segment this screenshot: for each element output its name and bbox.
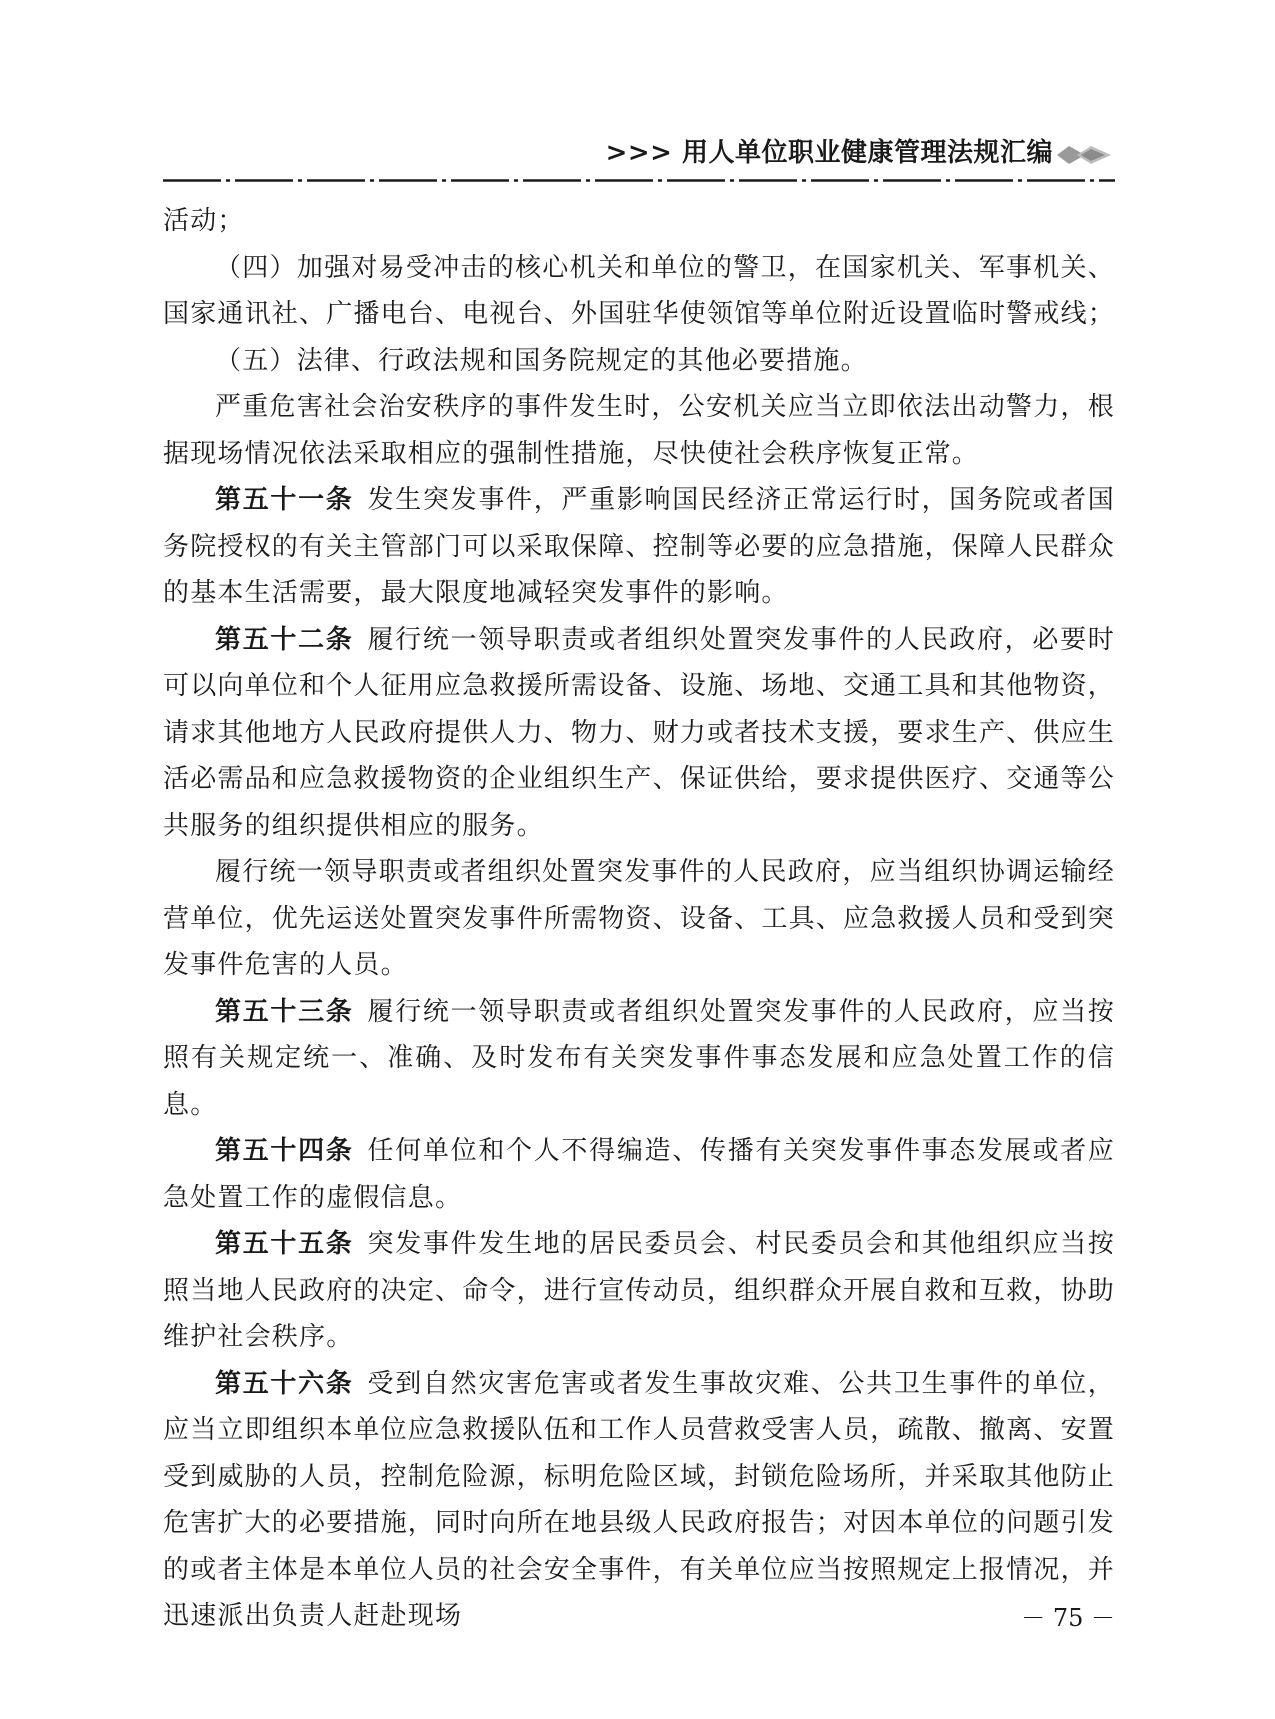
paragraph-text: 活动；	[163, 206, 245, 236]
article-label: 第五十五条	[215, 1229, 354, 1259]
paragraph-text: （五）法律、行政法规和国务院规定的其他必要措施。	[215, 345, 868, 376]
article-label: 第五十三条	[215, 996, 354, 1027]
paragraph-text: 履行统一领导职责或者组织处置突发事件的人民政府，应当按照有关规定统一、准确、及时发布有关突发事件事态发展和应急处置工作的信息。	[163, 996, 1115, 1120]
paragraph	[163, 1128, 1115, 1221]
page-number: － 75 －	[1021, 1604, 1115, 1632]
article-label: 第五十二条	[215, 624, 354, 655]
header-dotted-rule	[163, 179, 1115, 182]
paragraph	[163, 384, 1115, 477]
paragraph	[163, 1221, 1115, 1361]
running-header	[163, 135, 1115, 181]
paragraph-text: 发生突发事件，严重影响国民经济正常运行时，国务院或者国务院授权的有关主管部门可以采取保障、控制等必要的应急措施，保障人民群众的基本生活需要，最大限度地减轻突发事件的影响。	[163, 485, 1116, 608]
paragraph	[163, 989, 1115, 1129]
paragraph-text: 受到自然灾害危害或者发生事故灾难、公共卫生事件的单位，应当立即组织本单位应急救援队伍和工作人员营救受害人员，疏散、撤离、安置受到威胁的人员，控制危险源，标明危险区域，封锁危险场所，并采取其他防止危害扩大的必要措施，同时向所在地县级人民政府报告；对因本单位的问题引发的或者主体是本单位人员的社会安全事件，有关单位应当按照规定上报情况，并迅速派出负责人赶赴现场	[163, 1368, 1116, 1631]
paragraph-text: 履行统一领导职责或者组织处置突发事件的人民政府，应当组织协调运输经营单位，优先运送处置突发事件所需物资、设备、工具、应急救援人员和受到突发事件危害的人员。	[163, 857, 1116, 980]
paragraph	[163, 477, 1115, 617]
paragraph	[163, 617, 1115, 850]
paragraph-text: （四）加强对易受冲击的核心机关和单位的警卫，在国家机关、军事机关、国家通讯社、广播电台、电视台、外国驻华使领馆等单位附近设置临时警戒线；	[163, 252, 1116, 329]
header-title: >>> 用人单位职业健康管理法规汇编	[605, 138, 1053, 168]
paragraph-text: 突发事件发生地的居民委员会、村民委员会和其他组织应当按照当地人民政府的决定、命令，进行宣传动员，组织群众开展自救和互救，协助维护社会秩序。	[163, 1229, 1116, 1352]
double-diamond-ornament-icon	[1055, 144, 1115, 166]
paragraph	[163, 1361, 1115, 1640]
body-text	[163, 198, 1115, 1640]
article-label: 第五十一条	[215, 485, 354, 515]
paragraph	[163, 849, 1115, 989]
article-label: 第五十六条	[215, 1368, 354, 1399]
article-label: 第五十四条	[215, 1136, 354, 1166]
paragraph	[163, 198, 1115, 245]
paragraph-text: 任何单位和个人不得编造、传播有关突发事件事态发展或者应急处置工作的虚假信息。	[163, 1136, 1115, 1213]
paragraph-text: 履行统一领导职责或者组织处置突发事件的人民政府，必要时可以向单位和个人征用应急救援所需设备、设施、场地、交通工具和其他物资，请求其他地方人民政府提供人力、物力、财力或者技术支援，要求生产、供应生活必需品和应急救援物资的企业组织生产、保证供给，要求提供医疗、交通等公共服务的组织提供相应的服务。	[163, 624, 1116, 841]
paragraph-text: 严重危害社会治安秩序的事件发生时，公安机关应当立即依法出动警力，根据现场情况依法采取相应的强制性措施，尽快使社会秩序恢复正常。	[163, 392, 1115, 469]
paragraph	[163, 245, 1115, 338]
paragraph	[163, 338, 1115, 385]
